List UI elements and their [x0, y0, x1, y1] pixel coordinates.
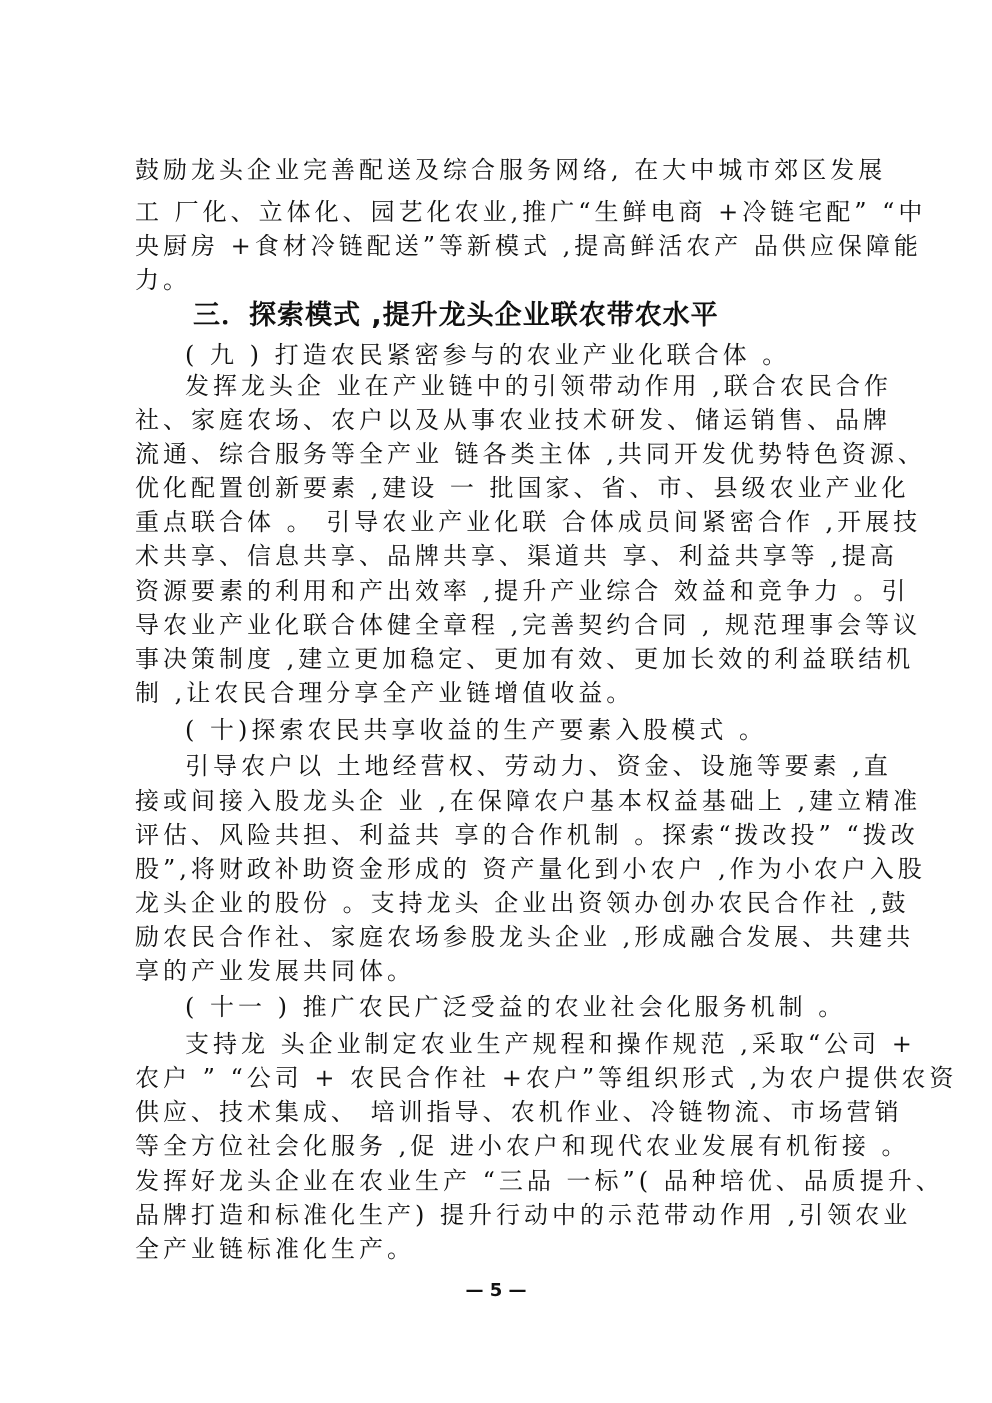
sub9-line-3: 流通、综合服务等全产业 链各类主体 ,共同开发优势特色资源、 — [135, 440, 926, 468]
sub11-line-6: 品牌打造和标准化生产) 提升行动中的示范带动作用 ,引领农业 — [135, 1201, 912, 1229]
sub10-line-3: 评估、风险共担、利益共 享的合作机制 。探索“拨改投” “拨改 — [135, 821, 919, 849]
sub10-line-4: 股”,将财政补助资金形成的 资产量化到小农户 ,作为小农户入股 — [135, 855, 926, 883]
intro-line-2: 工 厂化、立体化、园艺化农业,推广“生鲜电商 +冷链宅配” “中 — [135, 198, 927, 226]
sub11-line-5: 发挥好龙头企业在农业生产 “三品 一标”( 品种培优、品质提升、 — [135, 1167, 944, 1195]
sub11-line-4: 等全方位社会化服务 ,促 进小农户和现代农业发展有机衔接 。 — [135, 1132, 910, 1160]
section-heading: 三．探索模式 ,提升龙头企业联农带农水平 — [193, 300, 719, 331]
intro-line-1: 鼓励龙头企业完善配送及综合服务网络, 在大中城市郊区发展 — [135, 156, 887, 184]
sub9-line-9: 事决策制度 ,建立更加稳定、更加有效、更加长效的利益联结机 — [135, 645, 915, 673]
sub11-line-1: 支持龙 头企业制定农业生产规程和操作规范 ,采取“公司 + — [185, 1030, 916, 1058]
intro-line-3: 央厨房 +食材冷链配送”等新模式 ,提高鲜活农产 品供应保障能 — [135, 232, 922, 260]
sub10-line-7: 享的产业发展共同体。 — [135, 957, 415, 985]
sub9-line-5: 重点联合体 。 引导农业产业化联 合体成员间紧密合作 ,开展技 — [135, 508, 922, 536]
sub9-line-10: 制 ,让农民合理分享全产业链增值收益。 — [135, 679, 635, 707]
intro-line-4: 力。 — [135, 266, 191, 294]
sub9-line-6: 术共享、信息共享、品牌共享、渠道共 享、利益共享等 ,提高 — [135, 542, 898, 570]
sub11-line-3: 供应、技术集成、 培训指导、农机作业、冷链物流、市场营销 — [135, 1098, 903, 1126]
sub11-line-7: 全产业链标准化生产。 — [135, 1235, 415, 1263]
sub10-line-6: 励农民合作社、家庭农场参股龙头企业 ,形成融合发展、共建共 — [135, 923, 915, 951]
sub9-line-1: 发挥龙头企 业在产业链中的引领带动作用 ,联合农民合作 — [185, 372, 892, 400]
subsection-11-title: ( 十一 ) 推广农民广泛受益的农业社会化服务机制 。 — [185, 993, 847, 1021]
sub9-line-7: 资源要素的利用和产出效率 ,提升产业综合 效益和竞争力 。引 — [135, 577, 910, 605]
page-number: — 5 — — [465, 1280, 527, 1301]
sub9-line-4: 优化配置创新要素 ,建设 一 批国家、省、市、县级农业产业化 — [135, 474, 910, 502]
sub10-line-2: 接或间接入股龙头企 业 ,在保障农户基本权益基础上 ,建立精准 — [135, 787, 922, 815]
sub10-line-1: 引导农户以 土地经营权、劳动力、资金、设施等要素 ,直 — [185, 752, 892, 780]
subsection-10-title: ( 十)探索农民共享收益的生产要素入股模式 。 — [185, 716, 767, 744]
sub9-line-8: 导农业产业化联合体健全章程 ,完善契约合同 , 规范理事会等议 — [135, 611, 922, 639]
subsection-9-title: ( 九 ) 打造农民紧密参与的农业产业化联合体 。 — [185, 341, 791, 369]
sub9-line-2: 社、家庭农场、农户以及从事农业技术研发、储运销售、品牌 — [135, 406, 891, 434]
sub10-line-5: 龙头企业的股份 。支持龙头 企业出资领办创办农民合作社 ,鼓 — [135, 889, 910, 917]
sub11-line-2: 农户 ” “公司 + 农民合作社 +农户”等组织形式 ,为农户提供农资 — [135, 1064, 958, 1092]
